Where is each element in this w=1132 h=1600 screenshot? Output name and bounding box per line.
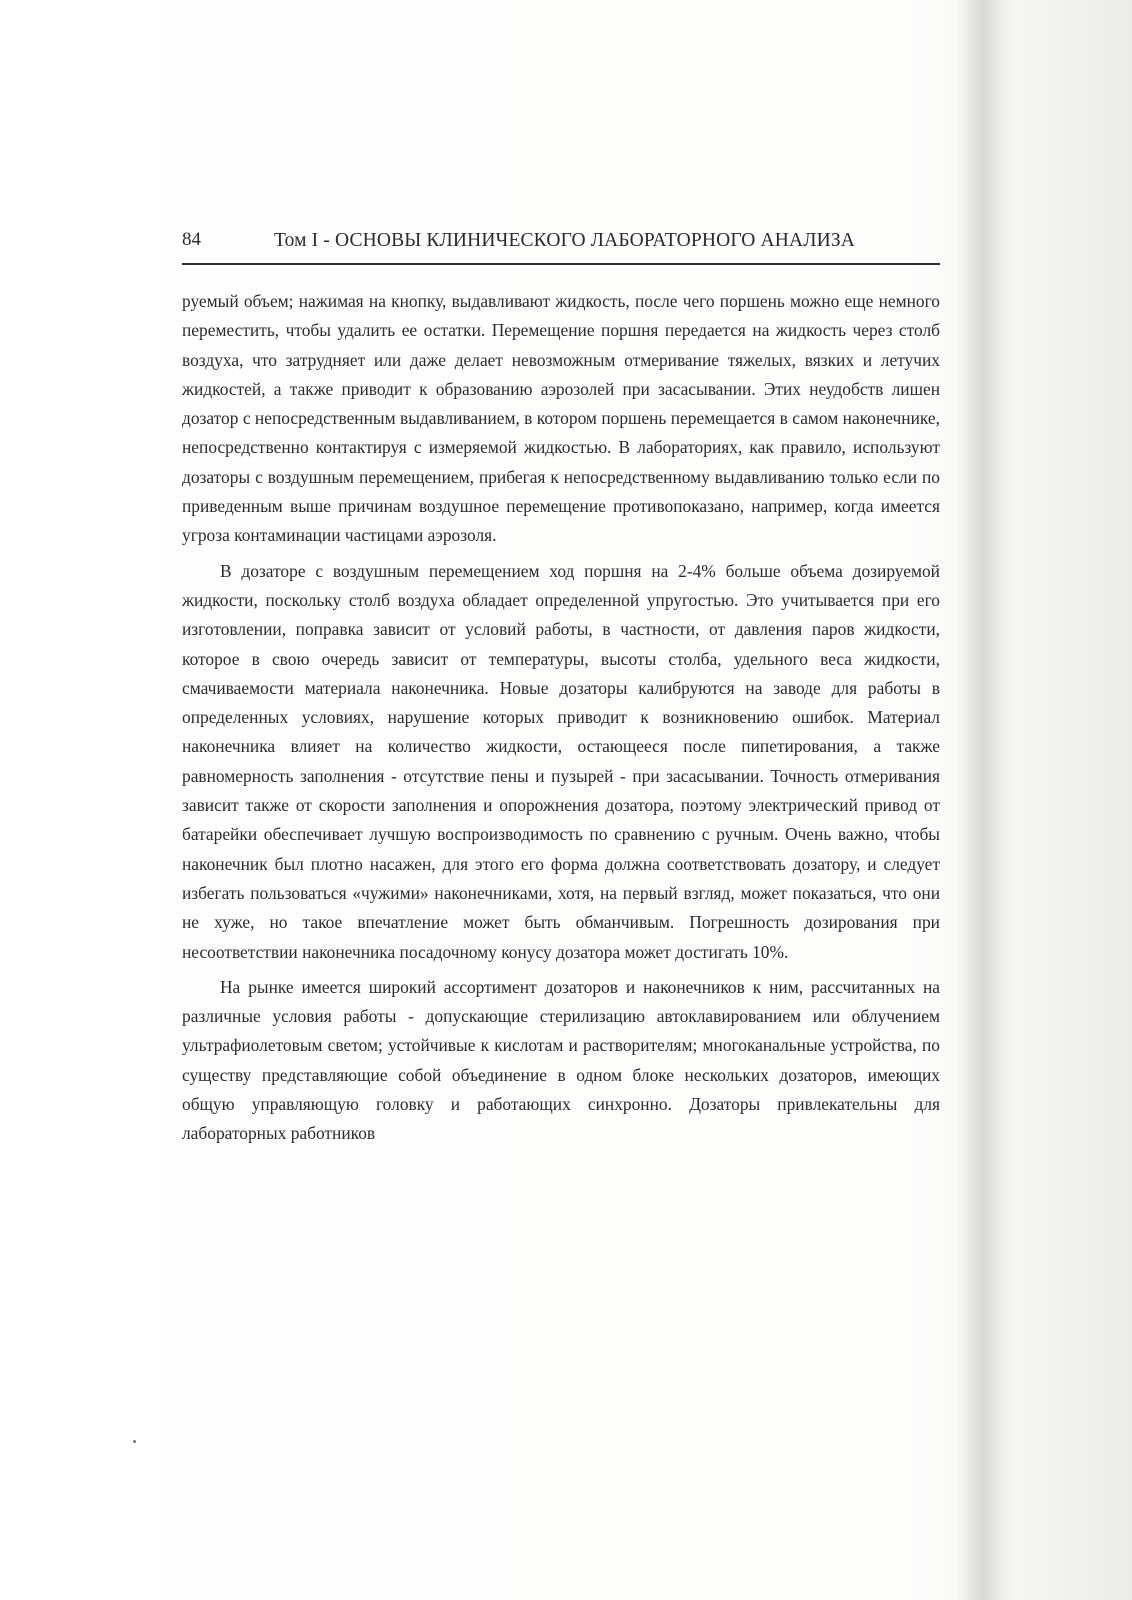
- spine-shadow: [956, 0, 1016, 1600]
- paragraph-3: На рынке имеется широкий ассортимент дозаторов и наконечников к ним, рассчитанных на различные условия работы - допускающие стерилизацию автоклавированием или облучением ультрафиолетовым светом; устойчивые к кислотам и растворителям; многоканальные устройства, по существу представляющие собой объединение в одном блоке нескольких дозаторов, имеющих общую управляющую головку и работающих синхронно. Дозаторы привлекательны для лабораторных работников: [182, 976, 940, 1144]
- header-rule: [182, 263, 940, 265]
- body-text: [182, 287, 940, 1149]
- scan-speck: [133, 1440, 136, 1443]
- paragraph-1: руемый объем; нажимая на кнопку, выдавливают жидкость, после чего поршень можно еще немного переместить, чтобы удалить ее остатки. Перемещение поршня передается на жидкость через столб воздуха, что затрудняет или даже делает невозможным отмеривание тяжелых, вязких и летучих жидкостей, а также приводит к образованию аэрозолей при засасывании. Этих неудобств лишен дозатор с непосредственным выдавливанием, в котором поршень перемещается в самом наконечнике, непосредственно контактируя с измеряемой жидкостью. В лабораториях, как правило, используют дозаторы с воздушным перемещением, прибегая к непосредственному выдавливанию только если по приведенным выше причинам воздушное перемещение противопоказано, например, когда имеется угроза контаминации частицами аэрозоля.: [182, 291, 940, 546]
- running-title: Том I - ОСНОВЫ КЛИНИЧЕСКОГО ЛАБОРАТОРНОГО АНАЛИЗА: [274, 230, 855, 251]
- page-number: 84: [182, 229, 201, 250]
- paragraph-2: В дозаторе с воздушным перемещением ход поршня на 2-4% больше объема дозируемой жидкости, поскольку столб воздуха обладает определенной упругостью. Это учитывается при его изготовлении, поправка зависит от условий работы, в частности, от давления паров жидкости, которое в свою очередь зависит от температуры, высоты столба, удельного веса жидкости, смачиваемости материала наконечника. Новые дозаторы калибруются на заводе для работы в определенных условиях, нарушение которых приводит к возникновению ошибок. Материал наконечника влияет на количество жидкости, остающееся после пипетирования, а также равномерность заполнения - отсутствие пены и пузырей - при засасывании. Точность отмеривания зависит также от скорости заполнения и опорожнения дозатора, поэтому электрический привод от батарейки обеспечивает лучшую воспроизводимость по сравнению с ручным. Очень важно, чтобы наконечник был плотно насажен, для этого его форма должна соответствовать дозатору, и следует избегать пользоваться «чужими» наконечниками, хотя, на первый взгляд, может показаться, что они не хуже, но такое впечатление может быть обманчивым. Погрешность дозирования при несоответствии наконечника посадочному конусу дозатора может достигать 10%.: [182, 560, 940, 962]
- running-header: [182, 227, 940, 257]
